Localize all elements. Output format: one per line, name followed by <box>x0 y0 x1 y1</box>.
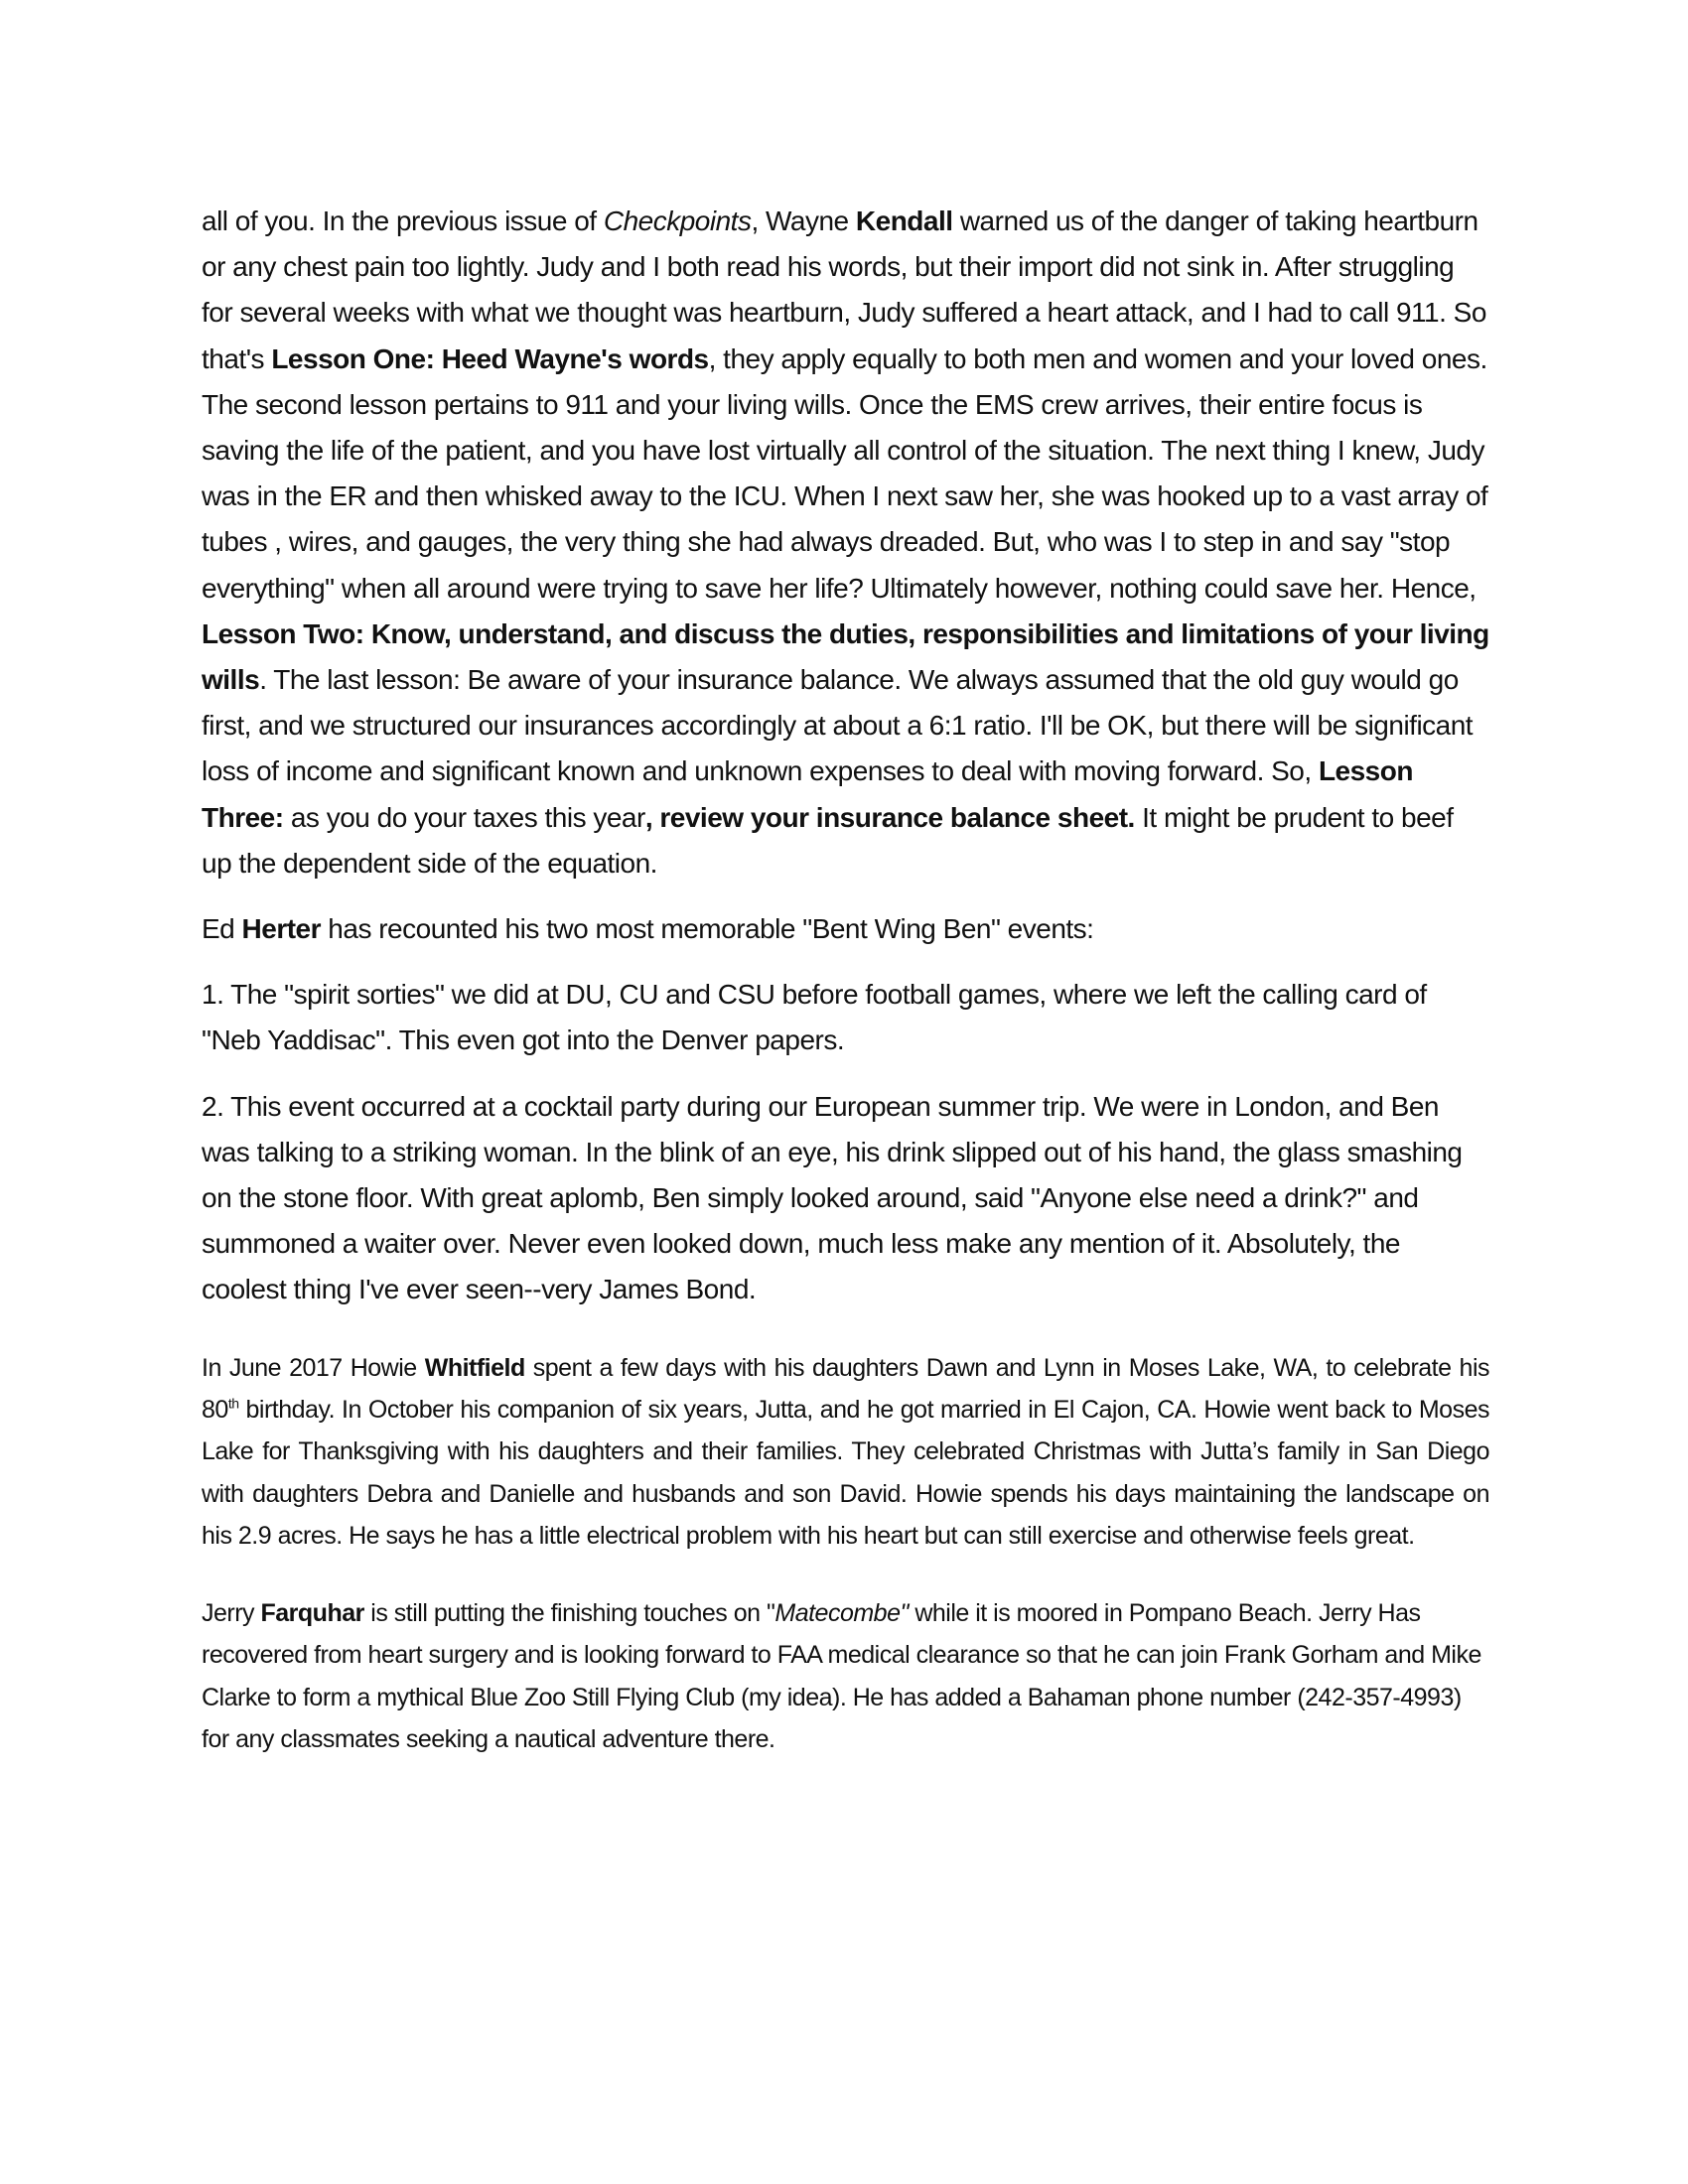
bold-surname: Farquhar <box>260 1599 364 1628</box>
text-run: 2. This event occurred at a cocktail party during our European summer trip. We were in London, and Ben was talking to a striking woman. In the blink of an eye, his drink slipped out of his hand, the glass smashing on the stone floor. With great aplomb, Ben simply looked around, said "Anyone else need a drink?" and summoned a waiter over. Never even looked down, much less make any mention of it. Absolutely, the coolest thing I've ever seen--very James Bond. <box>202 1090 1463 1305</box>
text-run: birthday. In October his companion of six years, Jutta, and he got married in El Cajon, CA. Howie went back to Moses Lake for Thanksgiving with his daughters and their families. They celebrated Christmas with Jutta’s family in San Diego with daughters Debra and Danielle and husbands and son David. Howie spends his days maintaining the landscape on his 2.9 acres. He says he has a little electrical problem with his heart but can still exercise and otherwise feels great. <box>202 1395 1489 1550</box>
text-run: , Wayne <box>751 205 856 236</box>
text-run: It might be prudent to beef up the dependent side of the equation. <box>202 801 1454 879</box>
superscript-ordinal: th <box>227 1395 239 1412</box>
text-run: , they apply equally to both men and women and your loved ones. The second lesson pertains to 911 and your living wills. Once the EMS crew arrives, their entire focus is saving the life of the patient, and you have lost virtually all control of the situation. The next thing I knew, Judy was in the ER and then whisked away to the ICU. When I next saw her, she was hooked up to a vast array of tubes , wires, and gauges, the very thing she had always dreaded. But, who was I to step in and say "stop everything" when all around were trying to save her life? Ultimately however, nothing could save her. Hence, <box>202 342 1488 604</box>
bold-lesson-one: Lesson One: Heed Wayne's words <box>271 342 709 374</box>
bold-lesson-three: Lesson Three: <box>202 755 1413 833</box>
text-run: as you do your taxes this year <box>283 801 645 833</box>
text-run: Ed <box>202 913 242 945</box>
text-run: all of you. In the previous issue of <box>202 205 604 236</box>
paragraph-herter-intro <box>202 906 1489 952</box>
text-run: spent a few days with his daughters Dawn and Lynn in Moses Lake, WA, to celebrate his 80 <box>202 1353 1490 1424</box>
text-run: 1. The "spirit sorties" we did at DU, CU and CSU before football games, where we left the calling card of "Neb Yaddisac". This even got into the Denver papers. <box>202 979 1427 1056</box>
bold-surname: Kendall <box>855 205 953 236</box>
bold-surname: Whitfield <box>424 1353 525 1382</box>
bold-review-insurance: , review your insurance balance sheet. <box>644 801 1135 833</box>
text-run: Jerry <box>202 1599 261 1628</box>
bold-surname: Herter <box>241 913 322 945</box>
text-run: warned us of the danger of taking heartburn or any chest pain too lightly. Judy and I both read his words, but their import did not sink in. After struggling for several weeks with what we thought was heartburn, Judy suffered a heart attack, and I had to call 911. So that's <box>202 205 1486 374</box>
paragraph-lessons <box>202 199 1489 887</box>
paragraph-whitfield <box>202 1347 1489 1557</box>
paragraph-event-two <box>202 1084 1489 1313</box>
paragraph-farquhar <box>202 1592 1489 1760</box>
italic-boat-name: Matecombe" <box>774 1599 909 1628</box>
bold-lesson-two: Lesson Two: Know, understand, and discuss the duties, responsibilities and limitations of your living wills <box>202 617 1489 696</box>
document-body <box>202 199 1489 1760</box>
text-run: In June 2017 Howie <box>202 1353 425 1382</box>
italic-publication-title: Checkpoints <box>603 205 752 236</box>
text-run: . The last lesson: Be aware of your insurance balance. We always assumed that the old guy would go first, and we structured our insurances accordingly at about a 6:1 ratio. I'll be OK, but there will be significant loss of income and significant known and unknown expenses to deal with moving forward. So, <box>202 664 1474 787</box>
text-run: while it is moored in Pompano Beach. Jerry Has recovered from heart surgery and is looking forward to FAA medical clearance so that he can join Frank Gorham and Mike Clarke to form a mythical Blue Zoo Still Flying Club (my idea). He has added a Bahaman phone number (242-357-4993) for any classmates seeking a nautical adventure there. <box>202 1599 1481 1754</box>
paragraph-event-one <box>202 972 1489 1063</box>
text-run: is still putting the finishing touches on " <box>363 1599 775 1628</box>
text-run: has recounted his two most memorable "Bent Wing Ben" events: <box>321 913 1094 945</box>
